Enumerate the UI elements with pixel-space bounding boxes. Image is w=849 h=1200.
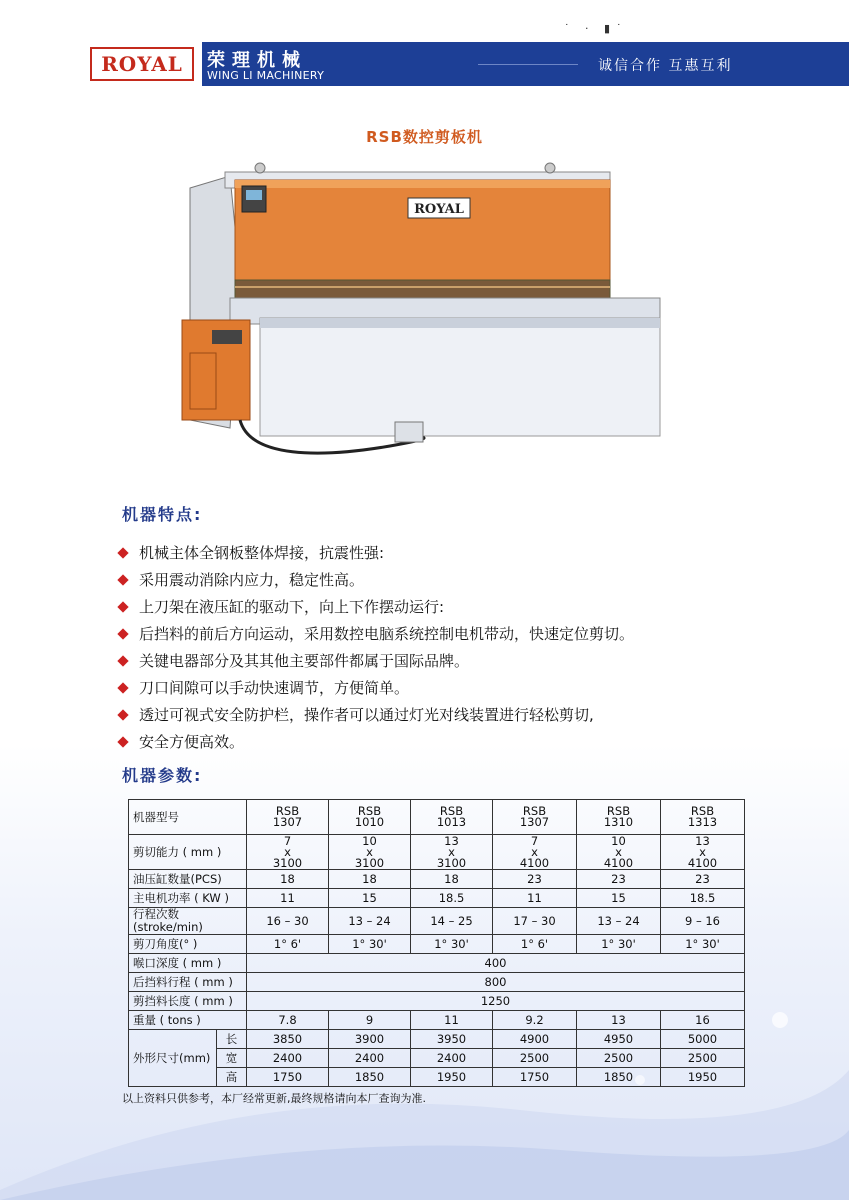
table-cell: 15 bbox=[577, 889, 661, 908]
row-label: 重量 ( tons ) bbox=[129, 1011, 247, 1030]
table-row-width bbox=[129, 1049, 745, 1068]
table-row-angle bbox=[129, 935, 745, 954]
table-cell: 13 x 4100 bbox=[661, 835, 745, 870]
row-label: 机器型号 bbox=[129, 800, 247, 835]
diamond-bullet-icon bbox=[117, 547, 128, 558]
table-cell: 11 bbox=[411, 1011, 493, 1030]
table-cell: 2500 bbox=[577, 1049, 661, 1068]
table-cell: 1950 bbox=[661, 1068, 745, 1087]
table-cell: RSB 1010 bbox=[329, 800, 411, 835]
table-cell: 23 bbox=[661, 870, 745, 889]
table-row-throat bbox=[129, 954, 745, 973]
company-motto: 诚信合作 互惠互利 bbox=[598, 58, 733, 74]
diamond-bullet-icon bbox=[117, 574, 128, 585]
table-cell: RSB 1307 bbox=[493, 800, 577, 835]
table-cell: 2500 bbox=[661, 1049, 745, 1068]
table-cell: 1950 bbox=[411, 1068, 493, 1087]
table-cell: 13 x 3100 bbox=[411, 835, 493, 870]
spec-table bbox=[128, 799, 745, 1087]
feature-item: 安全方便高效。 bbox=[116, 729, 816, 756]
table-cell: 9.2 bbox=[493, 1011, 577, 1030]
table-cell: 1850 bbox=[329, 1068, 411, 1087]
table-cell: 2400 bbox=[247, 1049, 329, 1068]
table-cell: 1250 bbox=[247, 992, 745, 1011]
features-heading: 机器特点: bbox=[122, 505, 203, 524]
table-cell: RSB 1307 bbox=[247, 800, 329, 835]
feature-item: 透过可视式安全防护栏，操作者可以通过灯光对线装置进行轻松剪切, bbox=[116, 702, 816, 729]
machine-logo: ROYAL bbox=[414, 202, 464, 217]
footer-note: 以上资料只供参考，本厂经常更新,最终规格请向本厂查询为准. bbox=[122, 1092, 426, 1105]
table-cell: 15 bbox=[329, 889, 411, 908]
table-cell: 14 – 25 bbox=[411, 908, 493, 935]
table-cell: 13 bbox=[577, 1011, 661, 1030]
row-label: 喉口深度 ( mm ) bbox=[129, 954, 247, 973]
table-cell: 5000 bbox=[661, 1030, 745, 1049]
feature-item: 采用震动消除内应力，稳定性高。 bbox=[116, 567, 816, 594]
table-cell: 7 x 4100 bbox=[493, 835, 577, 870]
sub-label: 宽 bbox=[217, 1049, 247, 1068]
table-cell: 400 bbox=[247, 954, 745, 973]
table-cell: RSB 1313 bbox=[661, 800, 745, 835]
table-cell: 3950 bbox=[411, 1030, 493, 1049]
table-cell: 1° 6' bbox=[247, 935, 329, 954]
table-cell: 800 bbox=[247, 973, 745, 992]
header-divider bbox=[478, 64, 578, 65]
table-cell: 16 – 30 bbox=[247, 908, 329, 935]
table-row-model bbox=[129, 800, 745, 835]
company-name-en: WING LI MACHINERY bbox=[207, 69, 325, 82]
diamond-bullet-icon bbox=[117, 601, 128, 612]
row-label: 后挡料行程 ( mm ) bbox=[129, 973, 247, 992]
table-row-height bbox=[129, 1068, 745, 1087]
diamond-bullet-icon bbox=[117, 709, 128, 720]
diamond-bullet-icon bbox=[117, 628, 128, 639]
row-label: 外形尺寸(mm) bbox=[129, 1030, 217, 1087]
row-label: 油压缸数量(PCS) bbox=[129, 870, 247, 889]
table-cell: 7.8 bbox=[247, 1011, 329, 1030]
table-cell: 4950 bbox=[577, 1030, 661, 1049]
diamond-bullet-icon bbox=[117, 682, 128, 693]
table-cell: 11 bbox=[247, 889, 329, 908]
table-cell: 9 – 16 bbox=[661, 908, 745, 935]
table-cell: 18.5 bbox=[661, 889, 745, 908]
table-cell: 2400 bbox=[329, 1049, 411, 1068]
params-heading: 机器参数: bbox=[122, 766, 203, 785]
table-cell: 1° 30' bbox=[411, 935, 493, 954]
table-cell: 3850 bbox=[247, 1030, 329, 1049]
table-row-cylinders bbox=[129, 870, 745, 889]
row-label: 剪挡料长度 ( mm ) bbox=[129, 992, 247, 1011]
table-cell: 16 bbox=[661, 1011, 745, 1030]
table-cell: 1° 30' bbox=[661, 935, 745, 954]
row-label: 主电机功率 ( KW ) bbox=[129, 889, 247, 908]
table-cell: 7 x 3100 bbox=[247, 835, 329, 870]
sub-label: 高 bbox=[217, 1068, 247, 1087]
table-row-weight bbox=[129, 1011, 745, 1030]
row-label: 行程次数(stroke/min) bbox=[129, 908, 247, 935]
table-cell: 13 – 24 bbox=[329, 908, 411, 935]
table-cell: 1° 6' bbox=[493, 935, 577, 954]
feature-list bbox=[116, 540, 816, 756]
table-cell: 1° 30' bbox=[329, 935, 411, 954]
table-cell: 23 bbox=[493, 870, 577, 889]
table-cell: 1750 bbox=[247, 1068, 329, 1087]
table-cell: 3900 bbox=[329, 1030, 411, 1049]
feature-item: 刀口间隙可以手动快速调节，方便简单。 bbox=[116, 675, 816, 702]
row-label: 剪刀角度(° ) bbox=[129, 935, 247, 954]
feature-item: 机械主体全钢板整体焊接，抗震性强: bbox=[116, 540, 816, 567]
table-row-gauge-length bbox=[129, 992, 745, 1011]
table-cell: 1850 bbox=[577, 1068, 661, 1087]
table-cell: 9 bbox=[329, 1011, 411, 1030]
table-cell: 17 – 30 bbox=[493, 908, 577, 935]
table-row-length bbox=[129, 1030, 745, 1049]
table-cell: 2400 bbox=[411, 1049, 493, 1068]
table-cell: 18 bbox=[329, 870, 411, 889]
scan-marks: ˙ · ▮˙ bbox=[564, 22, 628, 35]
table-cell: RSB 1013 bbox=[411, 800, 493, 835]
brand-logo: ROYAL bbox=[90, 47, 194, 81]
table-row-backgauge bbox=[129, 973, 745, 992]
table-row-power bbox=[129, 889, 745, 908]
table-row-strokes bbox=[129, 908, 745, 935]
table-cell: 10 x 4100 bbox=[577, 835, 661, 870]
diamond-bullet-icon bbox=[117, 655, 128, 666]
table-cell: 18 bbox=[411, 870, 493, 889]
row-label: 剪切能力 ( mm ) bbox=[129, 835, 247, 870]
table-cell: 2500 bbox=[493, 1049, 577, 1068]
sub-label: 长 bbox=[217, 1030, 247, 1049]
table-row-capacity bbox=[129, 835, 745, 870]
table-cell: 13 – 24 bbox=[577, 908, 661, 935]
table-cell: 18 bbox=[247, 870, 329, 889]
feature-item: 后挡料的前后方向运动，采用数控电脑系统控制电机带动，快速定位剪切。 bbox=[116, 621, 816, 648]
table-cell: 4900 bbox=[493, 1030, 577, 1049]
table-cell: 10 x 3100 bbox=[329, 835, 411, 870]
shearing-machine-image bbox=[170, 158, 670, 460]
table-cell: 18.5 bbox=[411, 889, 493, 908]
company-name-cn: 荣理机械 bbox=[207, 50, 307, 71]
table-cell: 23 bbox=[577, 870, 661, 889]
feature-item: 上刀架在液压缸的驱动下，向上下作摆动运行: bbox=[116, 594, 816, 621]
table-cell: 11 bbox=[493, 889, 577, 908]
diamond-bullet-icon bbox=[117, 736, 128, 747]
table-cell: RSB 1310 bbox=[577, 800, 661, 835]
table-cell: 1750 bbox=[493, 1068, 577, 1087]
table-cell: 1° 30' bbox=[577, 935, 661, 954]
feature-item: 关键电器部分及其其他主要部件都属于国际品牌。 bbox=[116, 648, 816, 675]
product-title: RSB数控剪板机 bbox=[366, 128, 483, 146]
